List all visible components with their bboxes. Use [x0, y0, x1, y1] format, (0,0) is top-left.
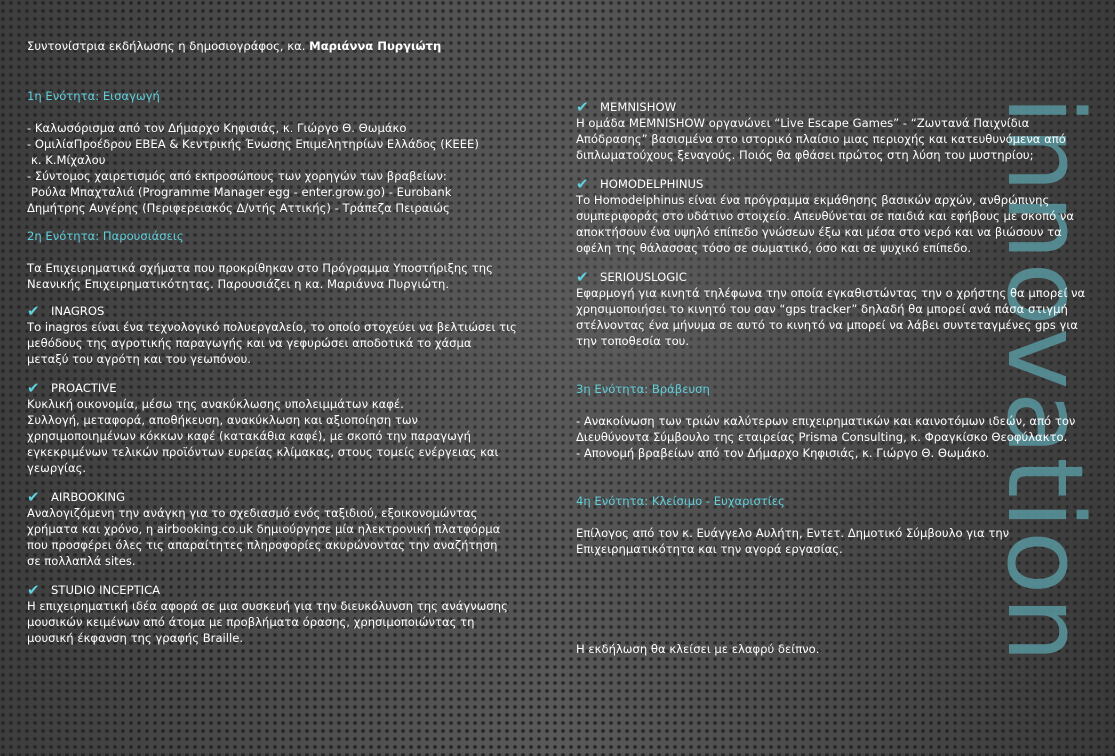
- item-proactive: [27, 379, 547, 476]
- item-inagros: [27, 302, 547, 367]
- checkmark-icon: ✔: [576, 175, 589, 193]
- item-title: STUDIO INCEPTICA: [51, 583, 161, 597]
- unit3-body: [576, 413, 1106, 461]
- unit1-line: - ΟμιλίαΠροέδρου ΕΒΕΑ & Κεντρικής Ένωσης Επιμελητηρίων Ελλάδος (ΚΕΕΕ): [27, 137, 479, 151]
- item-title: HOMODELPHINUS: [600, 177, 704, 191]
- item-line: στέλνοντας ένα μήνυμα σε αυτό το κινητό να μπορεί να λάβει συντεταγμένες gps για: [576, 318, 1078, 332]
- item-line: μεθόδους της αγροτικής παραγωγής και να γεφυρώσει αποδοτικά το χάσμα: [27, 336, 472, 350]
- item-line: μουσική έκφανση της γραφής Braille.: [27, 631, 244, 645]
- item-line: αποκτήσουν ένα υψηλό επίπεδο γνώσεων έξω και μέσα στο νερό και να βιώσουν τα: [576, 225, 1062, 239]
- item-title: AIRBOOKING: [51, 490, 126, 504]
- checkmark-icon: ✔: [27, 581, 40, 599]
- item-title: SERIOUSLOGIC: [600, 270, 687, 284]
- unit1-line: Δημήτρης Αυγέρης (Περιφερειακός Δ/ντής Αττικής) - Τράπεζα Πειραιώς: [27, 201, 450, 215]
- item-line: διπλωματούχους ξεναγούς. Ποιός θα φθάσει πρώτος στη λύση του μυστηρίου;: [576, 148, 1034, 162]
- item-line: Το Homodelphinus είναι ένα πρόγραμμα εκμάθησης βασικών αρχών, ανθρώπινης: [576, 193, 1050, 207]
- unit2-intro: [27, 260, 547, 292]
- innovation-vertical-text: innovation: [984, 95, 1106, 665]
- unit1-title: 1η Ενότητα: Εισαγωγή: [27, 89, 160, 103]
- item-seriouslogic: [576, 268, 1106, 349]
- item-homodelphinus: [576, 175, 1106, 256]
- unit3-title: 3η Ενότητα: Βράβευση: [576, 382, 710, 396]
- item-line: Συλλογή, μεταφορά, αποθήκευση, ανακύκλωση και αξιοποίηση των: [27, 413, 419, 427]
- right-column: [576, 98, 1106, 657]
- checkmark-icon: ✔: [27, 302, 40, 320]
- item-line: Το inagros είναι ένα τεχνολογικό πολυεργαλείο, το οποίο στοχεύει να βελτιώσει τις: [27, 320, 517, 334]
- item-title: PROACTIVE: [51, 381, 117, 395]
- item-line: εγκεκριμένων τελικών προϊόντων ευρείας κλίμακας, στους τομείς ενέργειας και: [27, 445, 499, 459]
- item-line: συμπεριφοράς στο υδάτινο στοιχείο. Απευθύνεται σε παιδιά και εφήβους με σκοπό να: [576, 209, 1074, 223]
- unit1-body: [27, 120, 547, 216]
- checkmark-icon: ✔: [576, 98, 589, 116]
- item-line: Η επιχειρηματική ιδέα αφορά σε μια συσκευή για την διευκόλυνση της ανάγνωσης: [27, 599, 508, 613]
- unit2-intro-line: Νεανικής Επιχειρηματικότητας. Παρουσιάζει η κα. Μαριάννα Πυργιώτη.: [27, 277, 450, 291]
- item-line: Αναλογιζόμενη την ανάγκη για το σχεδιασμό ενός ταξιδιού, εξοικονομώντας: [27, 506, 478, 520]
- item-title: MEMNISHOW: [600, 100, 677, 114]
- item-line: που προσφέρει όλες τις απαραίτητες πληροφορίες ακυρώνοντας την αναζήτηση: [27, 538, 498, 552]
- item-line: Η ομάδα MEMNISHOW οργανώνει “Live Escape Games” - “Ζωντανά Παιχνίδια: [576, 116, 1030, 130]
- checkmark-icon: ✔: [576, 268, 589, 286]
- unit4-line: Επιχειρηματικότητα και την αγορά εργασίας.: [576, 542, 843, 556]
- item-line: Εφαρμογή για κινητά τηλέφωνα την οποία εγκαθιστώντας την ο χρήστης θα μπορεί να: [576, 286, 1086, 300]
- unit2-intro-line: Τα Επιχειρηματικά σχήματα που προκρίθηκαν στο Πρόγραμμα Υποστήριξης της: [27, 261, 493, 275]
- event-host: Συντονίστρια εκδήλωσης η δημοσιογράφος, κα. Μαριάννα Πυργιώτη: [27, 39, 442, 53]
- unit1-line: - Σύντομος χαιρετισμός από εκπροσώπους των χορηγών των βραβείων:: [27, 169, 447, 183]
- closing-note: Η εκδήλωση θα κλείσει με ελαφρύ δείπνο.: [576, 642, 820, 656]
- unit3-line: Διευθύνοντα Σύμβουλο της εταιρείας Prisma Consulting, κ. Φραγκίσκο Θεοφύλακτο.: [576, 430, 1068, 444]
- item-line: Απόδρασης” βασισμένα στο ιστορικό πλαίσιο μιας περιοχής και κατευθυνόμενα από: [576, 132, 1066, 146]
- item-memnishow: [576, 98, 1106, 163]
- unit1-line: - Καλωσόρισμα από τον Δήμαρχο Κηφισιάς, κ. Γιώργο Θ. Θωμάκο: [27, 121, 407, 135]
- item-line: χρήματα και χρόνο, η airbooking.co.uk δημιούργησε μία ηλεκτρονική πλατφόρμα: [27, 522, 501, 536]
- item-line: χρησιμοποιήσει το κινητό του σαν “gps tracker” δηλαδή θα μπορεί ανά πάσα στιγμή: [576, 302, 1068, 316]
- left-column: [27, 38, 547, 646]
- item-title: INAGROS: [51, 304, 105, 318]
- item-line: μουσικών κειμένων από άτομα με προβλήματα όρασης, χρησιμοποιώντας τη: [27, 615, 475, 629]
- unit2-title: 2η Ενότητα: Παρουσιάσεις: [27, 229, 184, 243]
- item-line: γεωργίας.: [27, 461, 87, 475]
- item-line: μεταξύ του αγρότη και του γεωπόνου.: [27, 352, 251, 366]
- host-name: Μαριάννα Πυργιώτη: [309, 39, 442, 53]
- unit4-title: 4η Ενότητα: Κλείσιμο - Ευχαριστίες: [576, 494, 785, 508]
- item-line: χρησιμοποιημένων κόκκων καφέ (κατακάθια καφέ), με σκοπό την παραγωγή: [27, 429, 471, 443]
- item-line: Κυκλική οικονομία, μέσω της ανακύκλωσης υπολειμμάτων καφέ.: [27, 397, 404, 411]
- item-line: σε πολλαπλά sites.: [27, 554, 136, 568]
- item-line: οφέλη της θάλασσας τόσο σε σωματικό, όσο και σε ψυχικό επίπεδο.: [576, 241, 972, 255]
- item-studio-inceptica: [27, 581, 547, 646]
- unit4-body: [576, 525, 1106, 557]
- unit3-line: - Απονομή βραβείων από τον Δήμαρχο Κηφισιάς, κ. Γιώργο Θ. Θωμάκο.: [576, 446, 990, 460]
- checkmark-icon: ✔: [27, 488, 40, 506]
- item-airbooking: [27, 488, 547, 569]
- unit3-line: - Ανακοίνωση των τριών καλύτερων επιχειρηματικών και καινοτόμων ιδεών, από τον: [576, 414, 1076, 428]
- unit4-line: Επίλογος από τον κ. Ευάγγελο Αυλήτη, Εντετ. Δημοτικό Σύμβουλο για την: [576, 526, 1010, 540]
- unit1-line: Ρούλα Μπαχταλιά (Programme Manager egg - enter.grow.go) - Eurobank: [31, 185, 452, 199]
- unit1-line: κ. Κ.Μίχαλου: [31, 153, 106, 167]
- checkmark-icon: ✔: [27, 379, 40, 397]
- item-line: την τοποθεσία του.: [576, 334, 690, 348]
